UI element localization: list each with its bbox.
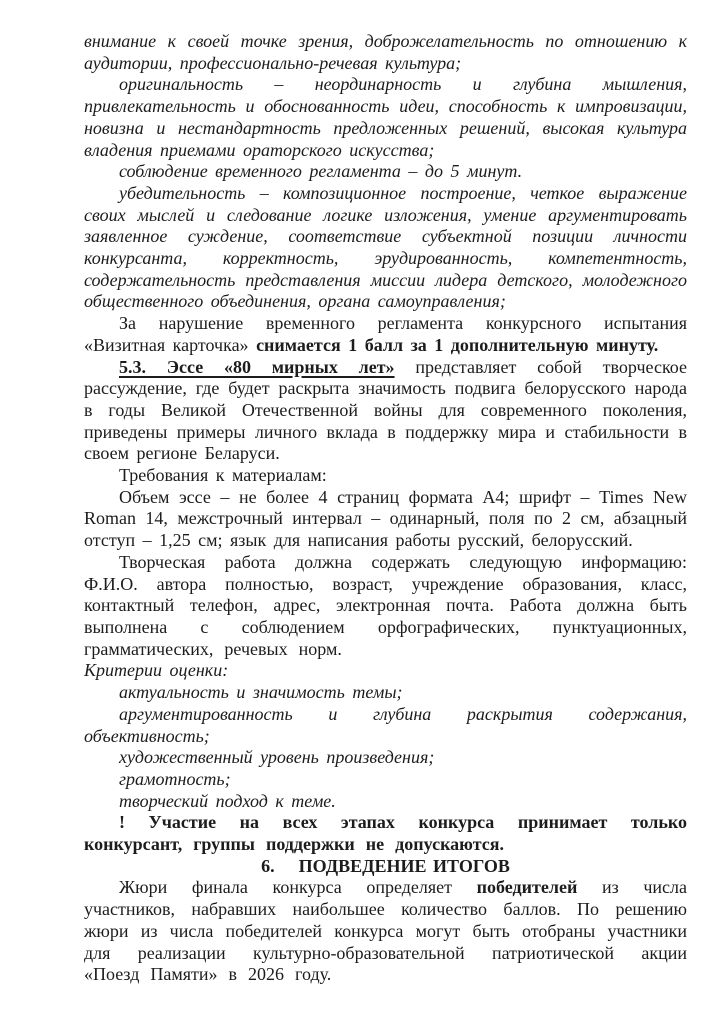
section-number: 6. [261,855,275,876]
section-heading-results [84,856,687,878]
penalty-bold-text: снимается 1 балл за 1 дополнительную минуту. [256,334,659,355]
paragraph-criterion-originality: оригинальность – неординарность и глубина мышления, привлекательность и обоснованность идеи, способность к импровизации, новизна и нестандартность предложенных решений, высокая культура владения приемами ораторского искусства; [84,74,687,160]
criteria-item-argumentation: аргументированность и глубина раскрытия содержания, объективность; [84,703,687,746]
paragraph-penalty [84,313,687,356]
section-title: ПОДВЕДЕНИЕ ИТОГОВ [298,855,510,876]
paragraph-criterion-timing: соблюдение временного регламента – до 5 минут. [119,161,523,182]
paragraph-criterion-persuasiveness: убедительность – композиционное построение, четкое выражение своих мыслей и следование логике изложения, умение аргументировать заявленное суждение, соответствие субъектной позиции личности конкурсанта, корректность, эрудированность, компетентность, содержательность представления миссии лидера детского, молодежного общественного объединения, органа самоуправления; [84,182,687,312]
paragraph-essay-info: Творческая работа должна содержать следующую информацию: Ф.И.О. автора полностью, возраст, учреждение образования, класс, контактный телефон, адрес, электронная почта. Работа должна быть выполнена с соблюдением орфографических, пунктуационных, грамматических, речевых норм. [84,551,687,659]
criteria-item-relevance: актуальность и значимость темы; [119,682,403,703]
paragraph-criteria-title: Критерии оценки: [84,660,229,681]
jury-text-end: из числа участников, набравших наибольшее количество баллов. По решению жюри из числа победителей конкурса могут быть отобраны участники для реализации культурно-образовательной патриотической акции «Поезд Памяти» в 2026 году. [84,877,687,985]
jury-text-start: Жюри финала конкурса определяет [119,877,477,898]
paragraph-requirements-title: Требования к материалам: [119,465,327,486]
paragraph-essay-volume: Объем эссе – не более 4 страниц формата А4; шрифт – Times New Roman 14, межстрочный интервал – одинарный, поля по 2 см, абзацный отступ – 1,25 см; язык для написания работы русский, белорусский. [84,486,687,551]
penalty-text: За нарушение временного регламента конкурсного испытания «Визитная карточка» [84,313,687,355]
paragraph-participation-warning: ! Участие на всех этапах конкурса принимает только конкурсант, группы поддержки не допускаются. [84,812,687,855]
paragraph-essay-intro [84,357,687,466]
criteria-item-artistic-level: художественный уровень произведения; [119,747,435,768]
jury-winners-bold-text: победителей [476,877,578,898]
criteria-item-creative-approach: творческий подход к теме. [119,790,336,811]
paragraph-criterion-attention: внимание к своей точке зрения, доброжелательность по отношению к аудитории, профессионально-речевая культура; [84,31,687,73]
essay-intro-text: представляет собой творческое рассуждение, где будет раскрыта значимость подвига белорусского народа в годы Великой Отечественной войны для современного поколения, приведены примеры личного вклада в поддержку мира и стабильности в своем регионе Беларуси. [84,356,687,464]
essay-section-lead: 5.3. Эссе «80 мирных лет» [119,356,395,377]
paragraph-jury [84,877,687,986]
criteria-item-literacy: грамотность; [119,768,231,789]
